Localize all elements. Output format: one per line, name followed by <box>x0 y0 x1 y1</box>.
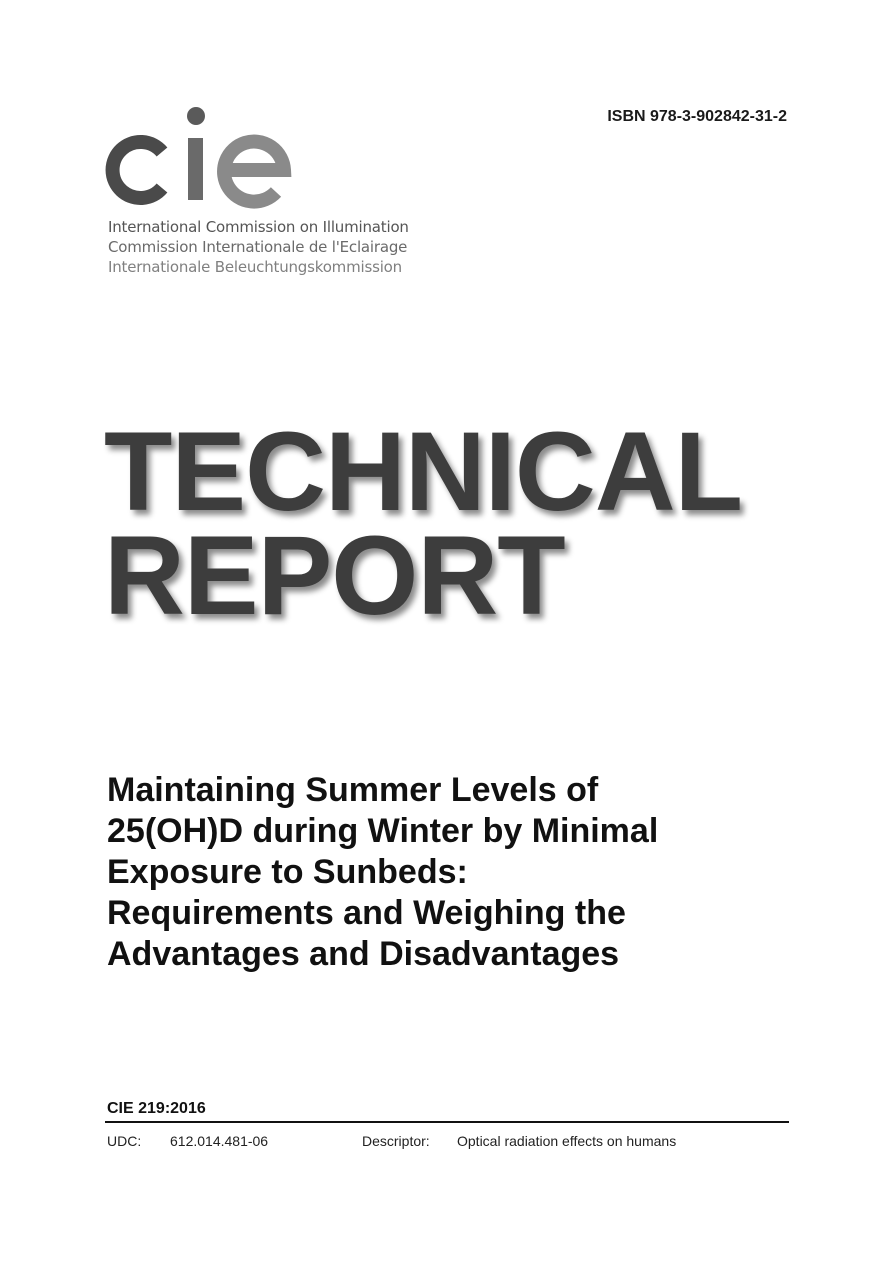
subject-line: Advantages and Disadvantages <box>107 935 620 973</box>
cie-logo-mark-icon <box>104 104 304 214</box>
document-type-title <box>104 409 743 638</box>
udc-value: 612.014.481-06 <box>170 1133 269 1149</box>
isbn-label: ISBN 978-3-902842-31-2 <box>607 108 787 125</box>
logo-line-german: Internationale Beleuchtungskommission <box>108 258 402 276</box>
subject-line: Maintaining Summer Levels of <box>107 771 599 809</box>
title-line-technical: TECHNICAL <box>104 409 743 534</box>
title-line-report: REPORT <box>104 513 565 638</box>
cie-logo-text <box>108 217 409 277</box>
descriptor-label: Descriptor: <box>362 1133 430 1149</box>
descriptor-value: Optical radiation effects on humans <box>457 1133 677 1149</box>
subject-title <box>107 770 797 975</box>
logo-line-english: International Commission on Illumination <box>108 218 409 236</box>
logo-line-french: Commission Internationale de l'Eclairage <box>108 238 408 256</box>
subject-line: Requirements and Weighing the <box>107 894 626 932</box>
subject-line: 25(OH)D during Winter by Minimal <box>107 812 659 850</box>
divider-rule <box>105 1121 789 1123</box>
subject-line: Exposure to Sunbeds: <box>107 853 468 891</box>
report-number: CIE 219:2016 <box>107 1100 206 1117</box>
udc-label: UDC: <box>107 1133 142 1149</box>
